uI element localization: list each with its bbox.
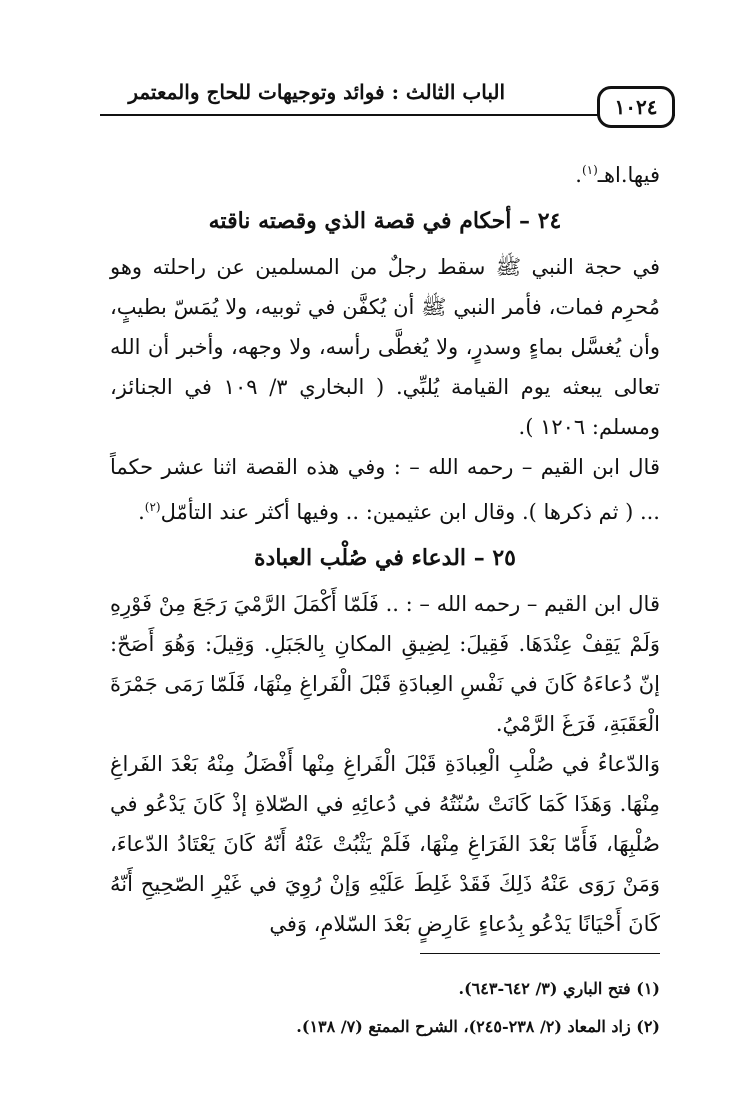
section-24-paragraph-1: في حجة النبي ﷺ سقط رجلٌ من المسلمين عن راحلته وهو مُحرِم فمات، فأمر النبي ﷺ أن يُكفَّن في ثوبيه، ولا يُمَسّ بطيبٍ، وأن يُغسَّل بماءٍ وسدرٍ، ولا يُغطَّى رأسه، ولا وجهه، وأخبر أن الله تعالى يبعثه يوم القيامة يُلبِّي. ( البخاري ٣/ ١٠٩ في الجنائز، ومسلم: ١٢٠٦ ). [110,255,660,439]
intro-line: فيها.اهـ$^{(١)}$. [575,163,660,187]
section-24-paragraph-2-end: . [138,500,145,524]
section-25-heading: ٢٥ – الدعاء في صُلْب العبادة [254,545,516,571]
footnote-1: (١) فتح الباري (٣/ ٦٤٢-٦٤٣). [458,979,660,998]
page-header [100,70,675,120]
section-24-paragraph-2 [110,447,660,532]
section-25-paragraph-2: وَالدّعاءُ في صُلْبِ الْعِبادَةِ قَبْلَ الْفَراغِ مِنْها أَفْضَلُ مِنْهُ بَعْدَ الفَراغِ مِنْهَا. وَهَذَا كَمَا كَانَتْ سُنّتُهُ في دُعائِهِ في الصّلاةِ إذْ كَانَ يَدْعُو في صُلْبِهَا، فَأَمّا بَعْدَ الفَرَاغِ مِنْهَا، فَلَمْ يَثْبُتْ عَنْهُ أَنّهُ كَانَ يَعْتَادُ الدّعاءَ، وَمَنْ رَوَى عَنْهُ ذَلِكَ فَقَدْ غَلِطَ عَلَيْهِ وَإنْ رُوِيَ في غَيْرِ الصّحِيحِ أَنّهُ كَانَ أَحْيَانًا يَدْعُو بِدُعاءٍ عَارِضٍ بَعْدَ السّلامِ، وَفي [110,752,660,936]
section-24-paragraph-2-text: قال ابن القيم – رحمه الله – : وفي هذه القصة اثنا عشر حكماً ... ( ثم ذكرها ). وقال ابن عثيمين: .. وفيها أكثر عند التأمّل [110,455,660,524]
page-number: ١٠٢٤ [614,95,658,119]
page-body [110,150,660,944]
footnote-2: (٢) زاد المعاد (٢/ ٢٣٨-٢٤٥)، الشرح الممتع (٧/ ١٣٨). [296,1017,660,1036]
chapter-title: الباب الثالث : فوائد وتوجيهات للحاج والمعتمر [128,80,505,104]
header-rule [100,114,675,116]
footnote-ref-1: (١) [581,163,598,177]
footnote-ref-2: (٢) [144,500,161,514]
page-number-box [597,86,675,128]
section-25-paragraph-1: قال ابن القيم – رحمه الله – : .. فَلَمّا أَكْمَلَ الرَّمْيَ رَجَعَ مِنْ فَوْرِهِ وَلَمْ يَقِفْ عِنْدَهَا. فَقِيلَ: لِضِيقِ المكانِ بِالجَبَلِ. وَقِيلَ: وَهُوَ أَصَحّ: إنّ دُعاءَهُ كَانَ في نَفْسِ العِبادَةِ قَبْلَ الْفَراغِ مِنْهَا، فَلَمّا رَمَى جَمْرَةَ الْعَقَبَةِ، فَرَغَ الرَّمْيُ. [110,592,660,736]
footnotes [110,970,660,1046]
footnote-separator [420,953,660,954]
section-24-heading: ٢٤ – أحكام في قصة الذي وقصته ناقته [208,208,562,234]
intro-text: فيها.اهـ [597,163,660,187]
